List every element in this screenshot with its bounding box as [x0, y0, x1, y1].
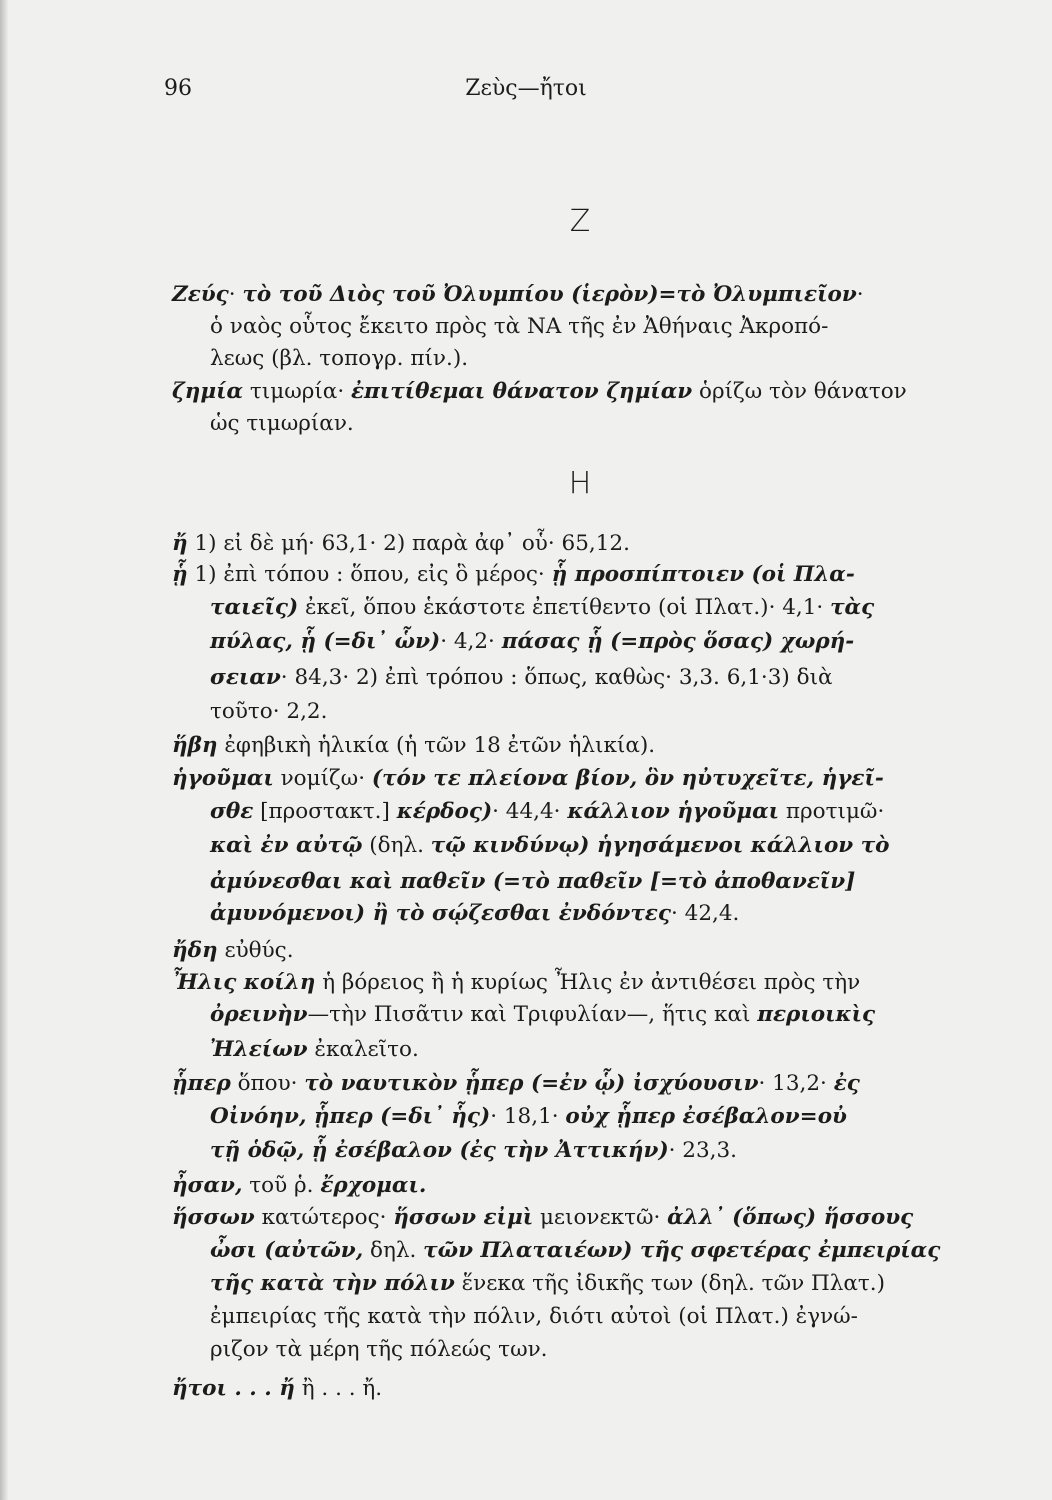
- entry-line: [172, 735, 655, 757]
- entry-line: [172, 1073, 860, 1095]
- headword-text: ἥβη: [172, 733, 218, 758]
- gloss-text: ἐμπειρίας τῆς κατὰ τὴν πόλιν, διότι αὐτοὶ (οἱ Πλατ.) ἐγνώ-: [210, 1304, 858, 1329]
- entry-line: [210, 903, 739, 925]
- gloss-text: · 18,1·: [490, 1104, 566, 1129]
- entry-line: [172, 1207, 913, 1229]
- headword-text: τῇ ὁδῷ, ᾗ ἐσέβαλον (ἐς τὴν Ἀττικήν): [210, 1138, 669, 1163]
- gloss-text: · 84,3· 2) ἐπὶ τρόπου : ὅπως, καθὼς· 3,3. 6,1·3) διὰ: [280, 665, 833, 690]
- gloss-text: ·: [228, 282, 243, 307]
- running-title: Ζεὺς—ἤτοι: [465, 76, 587, 101]
- entry-line: [172, 284, 864, 306]
- headword-text: ἀμυνόμενοι) ἢ τὸ σῴζεσθαι ἐνδόντες: [210, 901, 671, 926]
- gloss-text: ἐφηβικὴ ἡλικία (ἡ τῶν 18 ἐτῶν ἡλικία).: [217, 733, 656, 758]
- gloss-text: —τὴν Πισᾶτιν καὶ Τριφυλίαν—, ἥτις καὶ: [307, 1002, 758, 1027]
- headword-text: κέρδος): [396, 799, 493, 824]
- entry-line: [172, 768, 884, 790]
- headword-text: ἤτοι . . . ἤ: [172, 1376, 295, 1401]
- entry-line: [172, 972, 860, 994]
- headword-text: Ζεύς: [172, 282, 229, 307]
- entry-line: [210, 801, 884, 823]
- gloss-text: εὐθύς.: [217, 938, 294, 963]
- gloss-text: · 42,4.: [670, 901, 740, 926]
- headword-text: (τόν τε πλείονα βίον, ὃν ηὐτυχεῖτε, ἡγεῖ-: [371, 766, 884, 791]
- headword-text: πύλας, ᾗ (=δι᾽ ὧν): [210, 629, 441, 654]
- gloss-text: (δηλ.: [362, 833, 431, 858]
- headword-text: ταιεῖς): [210, 595, 299, 620]
- headword-text: ἀλλ᾽ (ὅπως) ἥσσους: [667, 1205, 914, 1230]
- entry-line: [210, 1339, 548, 1361]
- entry-line: [210, 871, 855, 893]
- headword-text: ζημία: [172, 379, 244, 404]
- headword-text: ἡγοῦμαι: [172, 766, 274, 791]
- gloss-text: ριζον τὰ μέρη τῆς πόλεώς των.: [210, 1337, 548, 1362]
- headword-text: Ἦλις κοίλη: [172, 970, 316, 995]
- gloss-text: ἢ . . . ἤ.: [294, 1376, 383, 1401]
- headword-text: ἀμύνεσθαι καὶ παθεῖν (=τὸ παθεῖν [=τὸ ἀποθανεῖν]: [210, 869, 856, 894]
- headword-text: κάλλιον ἡγοῦμαι: [567, 799, 780, 824]
- gloss-text: 1) ἐπὶ τόπου : ὅπου, εἰς ὃ μέρος·: [187, 562, 552, 587]
- headword-text: ὀρεινὴν: [210, 1002, 308, 1027]
- entry-line: [172, 381, 907, 403]
- entry-line: [172, 1378, 382, 1400]
- headword-text: τῶν Πλαταιέων) τῆς σφετέρας ἐμπειρίας: [423, 1238, 941, 1263]
- gloss-text: · 44,4·: [492, 799, 568, 824]
- gloss-text: ἐκαλεῖτο.: [307, 1037, 419, 1062]
- entry-line: [210, 1004, 875, 1026]
- entry-line: [172, 564, 855, 586]
- gloss-text: κατώτερος·: [254, 1205, 394, 1230]
- entry-line: [210, 1140, 737, 1162]
- entry-line: [210, 348, 468, 370]
- gloss-text: · 4,2·: [440, 629, 502, 654]
- gloss-text: ὡς τιμωρίαν.: [210, 411, 354, 436]
- gloss-text: ἐκεῖ, ὅπου ἑκάστοτε ἐπετίθεντο (οἱ Πλατ.)· 4,1·: [298, 595, 831, 620]
- entry-line: [210, 835, 890, 857]
- headword-text: πάσας ᾗ (=πρὸς ὅσας) χωρή-: [501, 629, 855, 654]
- gloss-text: · 23,3.: [668, 1138, 738, 1163]
- page-number: 96: [164, 76, 192, 101]
- gloss-text: 1) εἰ δὲ μή· 63,1· 2) παρὰ ἀφ᾽ οὗ· 65,12.: [187, 531, 630, 556]
- headword-text: τὰς: [830, 595, 875, 620]
- gloss-text: [προστακτ.]: [253, 799, 397, 824]
- headword-text: οὐχ ᾗπερ ἐσέβαλον=οὐ: [565, 1104, 847, 1129]
- gloss-text: λεως (βλ. τοπογρ. πίν.).: [210, 346, 469, 371]
- gloss-text: ἡ βόρειος ἢ ἡ κυρίως Ἦλις ἐν ἀντιθέσει πρὸς τὴν: [315, 970, 861, 995]
- headword-text: ᾗ: [172, 562, 188, 587]
- gloss-text: ὁρίζω τὸν θάνατον: [692, 379, 907, 404]
- gloss-text: τιμωρία·: [243, 379, 351, 404]
- entry-line: [210, 1039, 419, 1061]
- gloss-text: ·: [856, 282, 864, 307]
- headword-text: ἦσαν,: [172, 1173, 243, 1198]
- headword-text: ἥσσων εἰμὶ: [393, 1205, 534, 1230]
- headword-text: σειαν: [210, 665, 281, 690]
- gloss-text: ὅπου·: [230, 1071, 305, 1096]
- headword-text: τῆς κατὰ τὴν πόλιν: [210, 1271, 455, 1296]
- headword-text: Οἰνόην, ᾗπερ (=δι᾽ ἧς): [210, 1104, 491, 1129]
- gloss-text: δηλ.: [363, 1238, 424, 1263]
- entry-line: [210, 1240, 940, 1262]
- entry-line: [210, 1273, 885, 1295]
- entry-line: [210, 701, 327, 723]
- headword-text: περιοικὶς: [757, 1002, 876, 1027]
- headword-text: ἐς: [833, 1071, 860, 1096]
- gloss-text: νομίζω·: [273, 766, 372, 791]
- headword-text: ὦσι (αὐτῶν,: [210, 1238, 364, 1263]
- entry-line: [210, 1306, 858, 1328]
- headword-text: ἥσσων: [172, 1205, 255, 1230]
- entry-line: [210, 316, 828, 338]
- section-letter-zeta: Ζ: [569, 204, 591, 239]
- headword-text: ἤ: [172, 531, 188, 556]
- gloss-text: τοῦτο· 2,2.: [210, 699, 328, 724]
- entry-line: [210, 667, 833, 689]
- gloss-text: μειονεκτῶ·: [533, 1205, 668, 1230]
- headword-text: ἐπιτίθεμαι θάνατον ζημίαν: [350, 379, 693, 404]
- headword-text: καὶ ἐν αὐτῷ: [210, 833, 363, 858]
- gloss-text: ἕνεκα τῆς ἰδικῆς των (δηλ. τῶν Πλατ.): [454, 1271, 886, 1296]
- headword-text: σθε: [210, 799, 254, 824]
- headword-text: ᾗ προσπίπτοιεν (οἱ Πλα-: [551, 562, 855, 587]
- headword-text: Ἠλείων: [210, 1037, 308, 1062]
- section-letter-eta: Η: [568, 466, 592, 501]
- entry-line: [210, 1106, 847, 1128]
- entry-line: [210, 413, 354, 435]
- gloss-text: προτιμῶ·: [779, 799, 885, 824]
- headword-text: τὸ τοῦ Διὸς τοῦ Ὀλυμπίου (ἱερὸν)=τὸ Ὀλυμπιεῖον: [242, 282, 857, 307]
- entry-line: [172, 1175, 426, 1197]
- entry-line: [210, 597, 874, 619]
- entry-line: [172, 940, 294, 962]
- headword-text: τῷ κινδύνῳ) ἡγησάμενοι κάλλιον τὸ: [430, 833, 890, 858]
- headword-text: ἔρχομαι.: [320, 1173, 427, 1198]
- gloss-text: τοῦ ῥ.: [242, 1173, 321, 1198]
- gloss-text: · 13,2·: [758, 1071, 834, 1096]
- entry-line: [210, 631, 854, 653]
- gloss-text: ὁ ναὸς οὗτος ἔκειτο πρὸς τὰ ΝΑ τῆς ἐν Ἀθήναις Ἀκροπό-: [210, 314, 829, 339]
- headword-text: τὸ ναυτικὸν ᾗπερ (=ἐν ᾧ) ἰσχύουσιν: [304, 1071, 759, 1096]
- headword-text: ᾗπερ: [172, 1071, 231, 1096]
- entry-line: [172, 533, 630, 555]
- headword-text: ἤδη: [172, 938, 218, 963]
